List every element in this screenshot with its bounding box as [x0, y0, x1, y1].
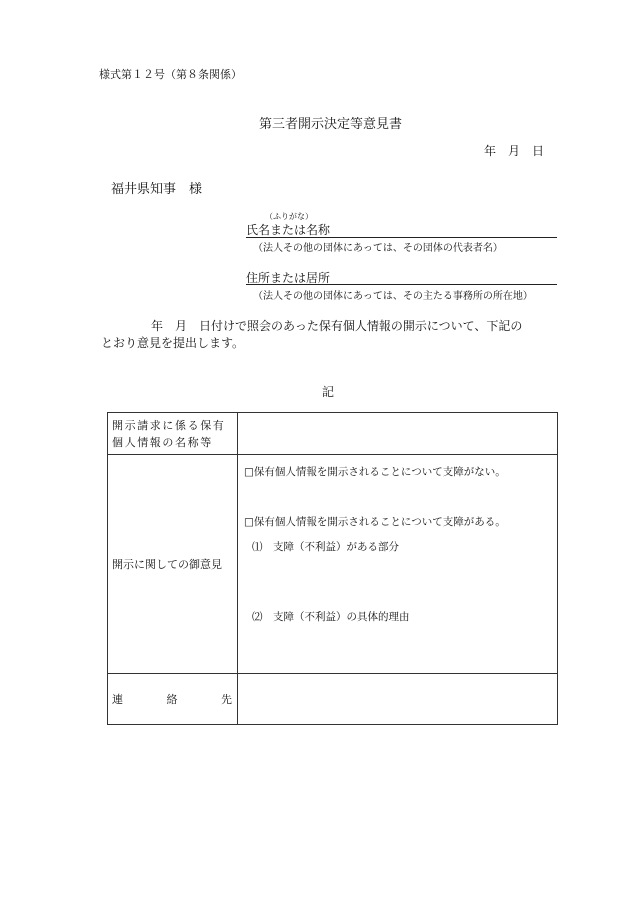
table-row-info-name	[108, 413, 558, 455]
form-number: 様式第１２号（第８条関係）	[99, 68, 242, 81]
name-note: （法人その他の団体にあっては、その団体の代表者名）	[253, 243, 503, 254]
option-no-issue[interactable]: □保有個人情報を開示されることについて支障がない。	[244, 466, 506, 478]
option-has-issue[interactable]: □保有個人情報を開示されることについて支障がある。	[244, 516, 506, 528]
page-title: 第三者開示決定等意見書	[259, 117, 403, 132]
body-line-2: とおり意見を提出します。	[101, 336, 245, 350]
contact-label-char-1: 連	[112, 693, 123, 706]
info-name-value[interactable]	[238, 413, 558, 455]
address-label: 住所または居所	[246, 271, 331, 285]
opinion-label-cell	[108, 455, 238, 674]
name-underline[interactable]	[246, 237, 557, 238]
contact-label-char-2: 絡	[166, 693, 178, 706]
opinion-value-cell	[238, 455, 558, 674]
address-note: （法人その他の団体にあっては、その主たる事務所の所在地）	[253, 291, 533, 302]
contact-label-cell	[108, 674, 238, 725]
info-name-label-line1: 開示請求に係る保有	[112, 418, 226, 432]
name-ruby: （ふりがな）	[265, 212, 313, 221]
date-line: 年 月 日	[484, 144, 545, 158]
ki-heading: 記	[322, 385, 335, 399]
sub-item-affected-part: ⑴ 支障（不利益）がある部分	[252, 541, 399, 553]
table-row-opinion	[108, 455, 558, 674]
info-name-label	[108, 413, 238, 455]
contact-value[interactable]	[238, 674, 558, 725]
info-name-label-line2: 個人情報の名称等	[112, 435, 213, 449]
address-underline[interactable]	[246, 284, 557, 285]
body-line-1: 年 月 日付けで照会のあった保有個人情報の開示について、下記の	[151, 319, 523, 333]
opinion-label: 開示に関しての御意見	[112, 558, 222, 571]
name-label: 氏名または名称	[246, 223, 331, 237]
contact-label-char-3: 先	[221, 693, 232, 706]
opinion-table	[107, 412, 558, 725]
addressee: 福井県知事 様	[111, 182, 203, 197]
sub-item-specific-reason: ⑵ 支障（不利益）の具体的理由	[252, 611, 410, 623]
contact-label	[108, 691, 237, 707]
table-row-contact	[108, 674, 558, 725]
